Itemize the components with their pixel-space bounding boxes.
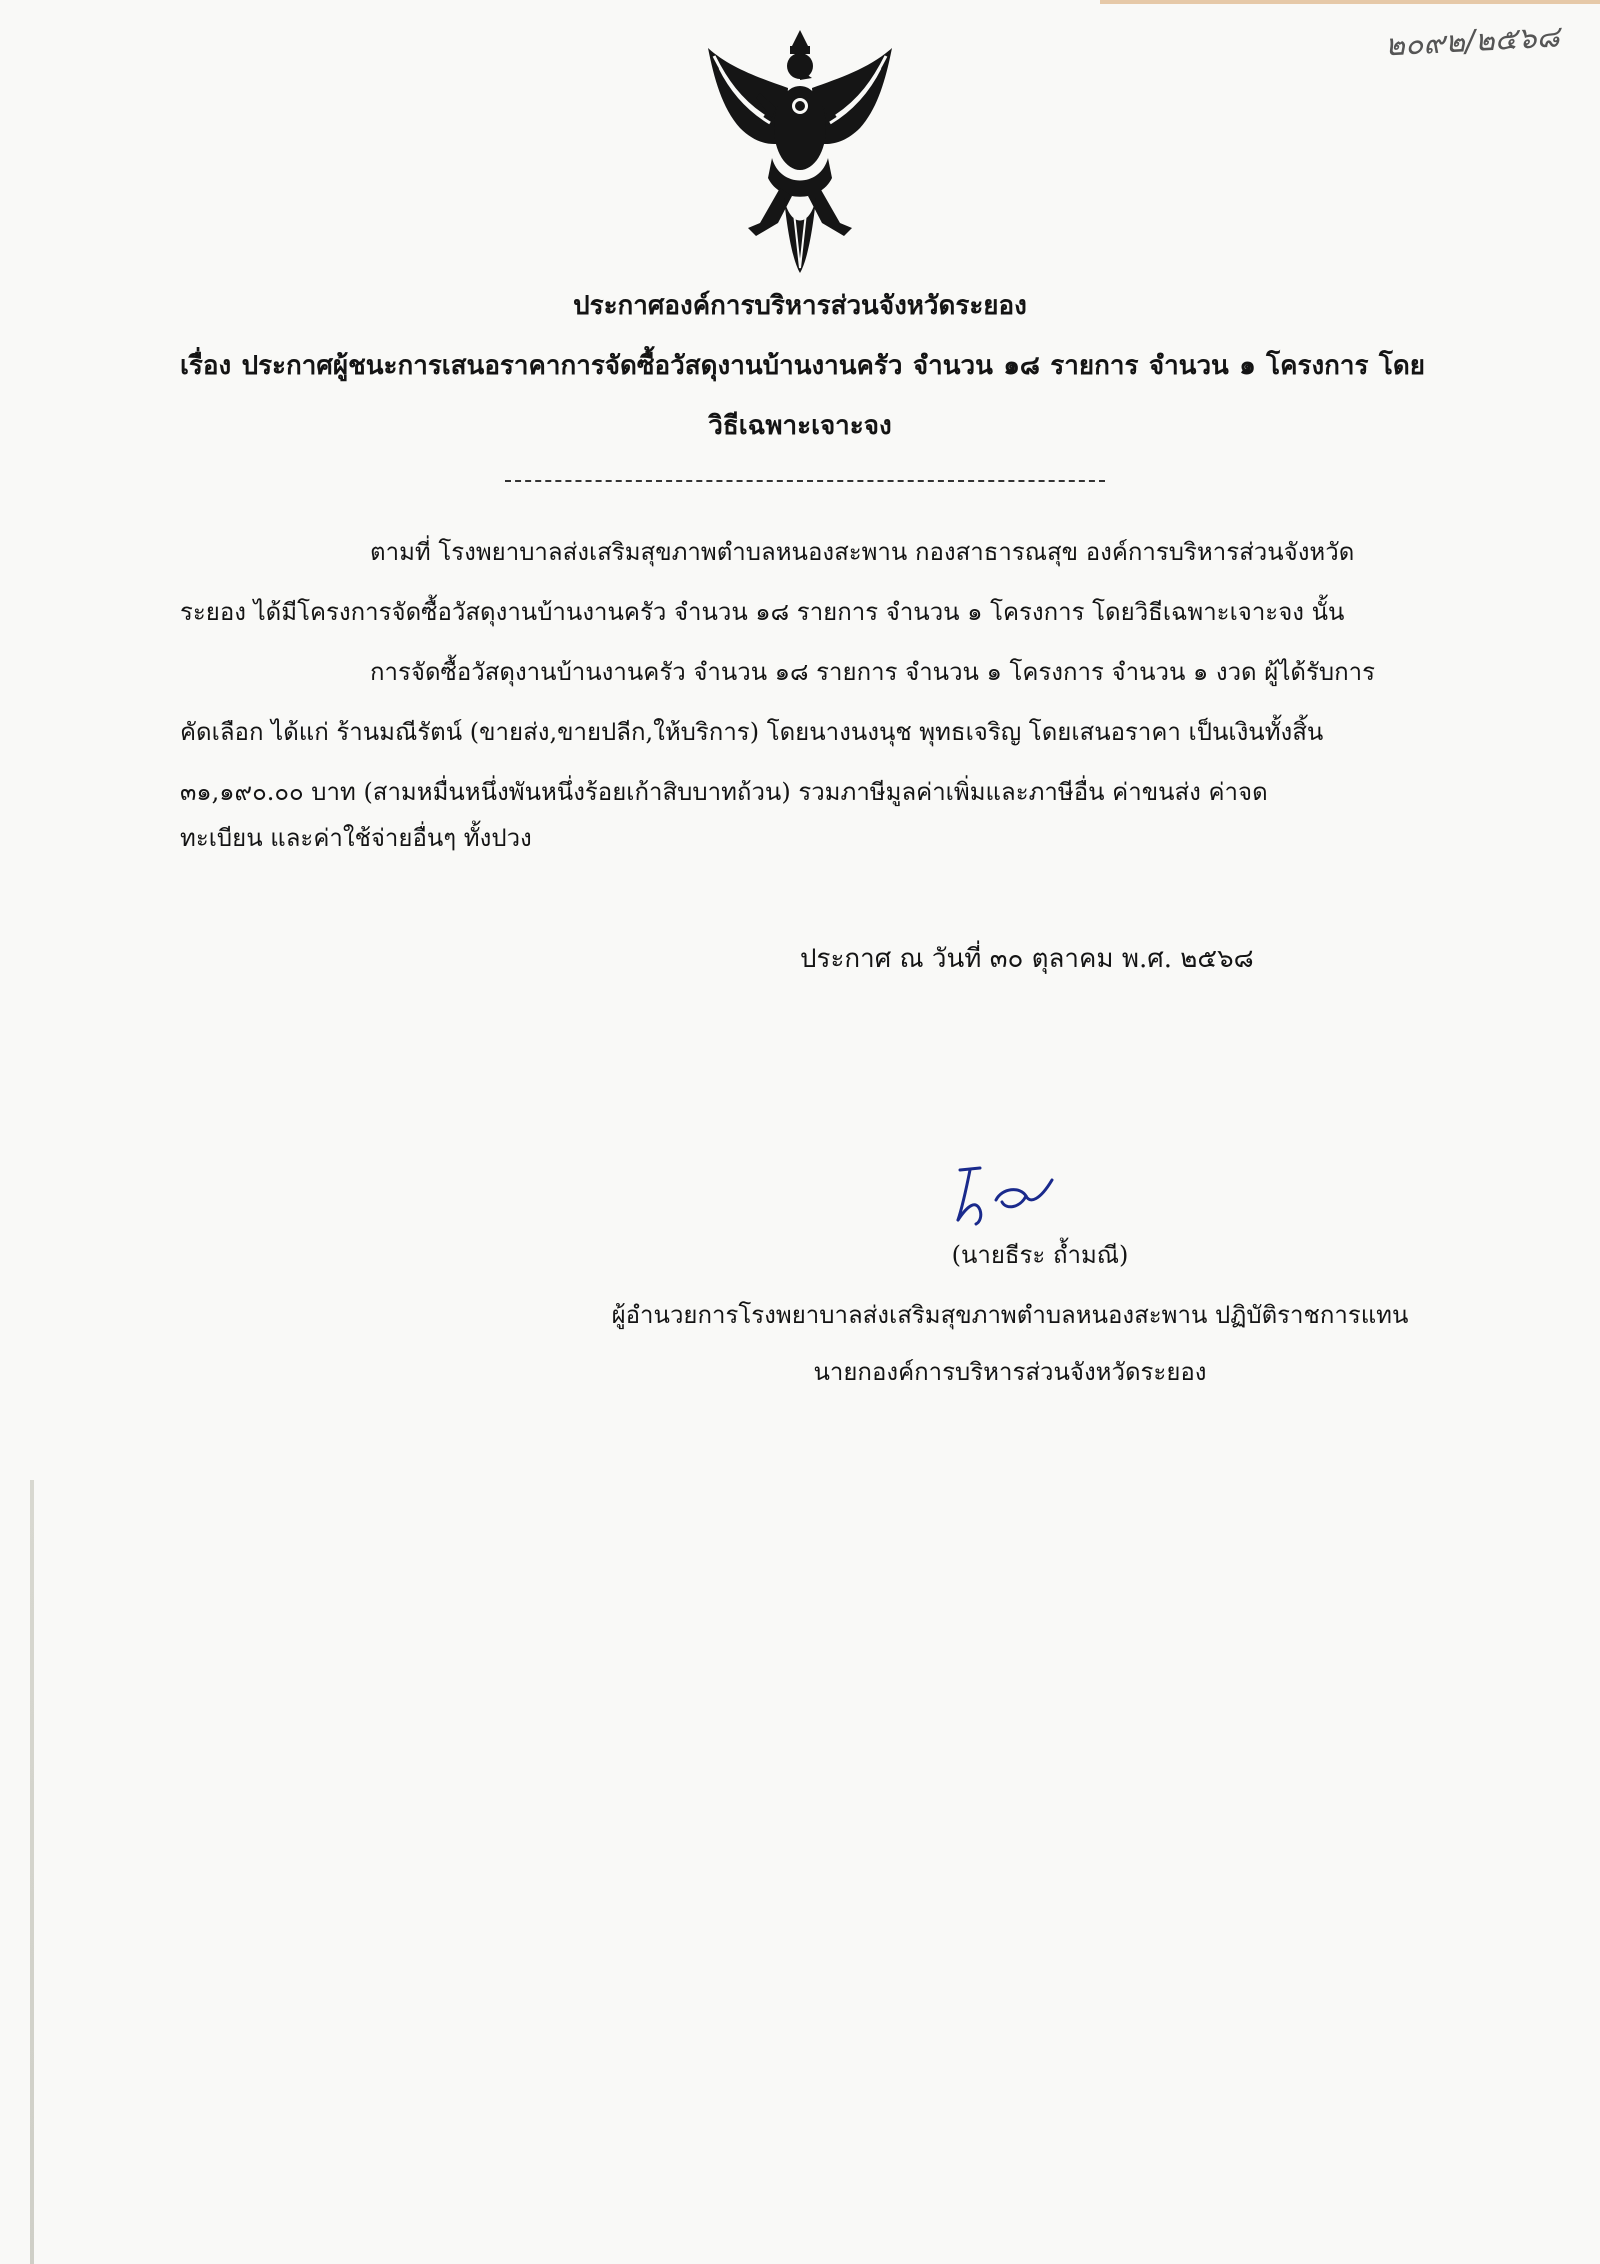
signer-name: (นายธีระ ถ้ำมณี): [951, 1241, 1129, 1269]
subject-line-continuation: วิธีเฉพาะเจาะจง: [708, 411, 892, 441]
announcement-date: ประกาศ ณ วันที่ ๓๐ ตุลาคม พ.ศ. ๒๕๖๘: [800, 944, 1254, 974]
garuda-emblem-icon: [700, 28, 900, 278]
paragraph-2-line-1: การจัดซื้อวัสดุงานบ้านงานครัว จำนวน ๑๘ รายการ จำนวน ๑ โครงการ จำนวน ๑ งวด ผู้ได้รับการ: [370, 658, 1375, 686]
left-edge-mark: [30, 1480, 34, 2264]
top-edge-mark: [1100, 0, 1600, 4]
signer-position-line-2: นายกองค์การบริหารส่วนจังหวัดระยอง: [813, 1358, 1207, 1386]
handwritten-reference-note: ๒๐๙๒/๒๕๖๘: [1384, 19, 1561, 64]
signer-position-line-1: ผู้อำนวยการโรงพยาบาลส่งเสริมสุขภาพตำบลหนองสะพาน ปฏิบัติราชการแทน: [611, 1301, 1409, 1329]
subject-line: เรื่อง ประกาศผู้ชนะการเสนอราคาการจัดซื้อวัสดุงานบ้านงานครัว จำนวน ๑๘ รายการ จำนวน ๑ โครงการ โดย: [180, 351, 1425, 381]
paragraph-2-line-2: คัดเลือก ได้แก่ ร้านมณีรัตน์ (ขายส่ง,ขายปลีก,ให้บริการ) โดยนางนงนุช พุทธเจริญ โดยเสนอราคา เป็นเงินทั้งสิ้น: [180, 718, 1324, 746]
paragraph-1-line-1: ตามที่ โรงพยาบาลส่งเสริมสุขภาพตำบลหนองสะพาน กองสาธารณสุข องค์การบริหารส่วนจังหวัด: [370, 538, 1355, 566]
handwritten-signature: [940, 1150, 1070, 1230]
paragraph-1-line-2: ระยอง ได้มีโครงการจัดซื้อวัสดุงานบ้านงานครัว จำนวน ๑๘ รายการ จำนวน ๑ โครงการ โดยวิธีเฉพาะเจาะจง นั้น: [180, 598, 1345, 626]
paragraph-2-line-4: ทะเบียน และค่าใช้จ่ายอื่นๆ ทั้งปวง: [180, 824, 532, 852]
dashed-divider: [505, 480, 1105, 482]
announcement-title: ประกาศองค์การบริหารส่วนจังหวัดระยอง: [573, 291, 1027, 321]
paragraph-2-line-3: ๓๑,๑๙๐.๐๐ บาท (สามหมื่นหนึ่งพันหนึ่งร้อยเก้าสิบบาทถ้วน) รวมภาษีมูลค่าเพิ่มและภาษีอื่น ค่าขนส่ง ค่าจด: [180, 778, 1268, 806]
